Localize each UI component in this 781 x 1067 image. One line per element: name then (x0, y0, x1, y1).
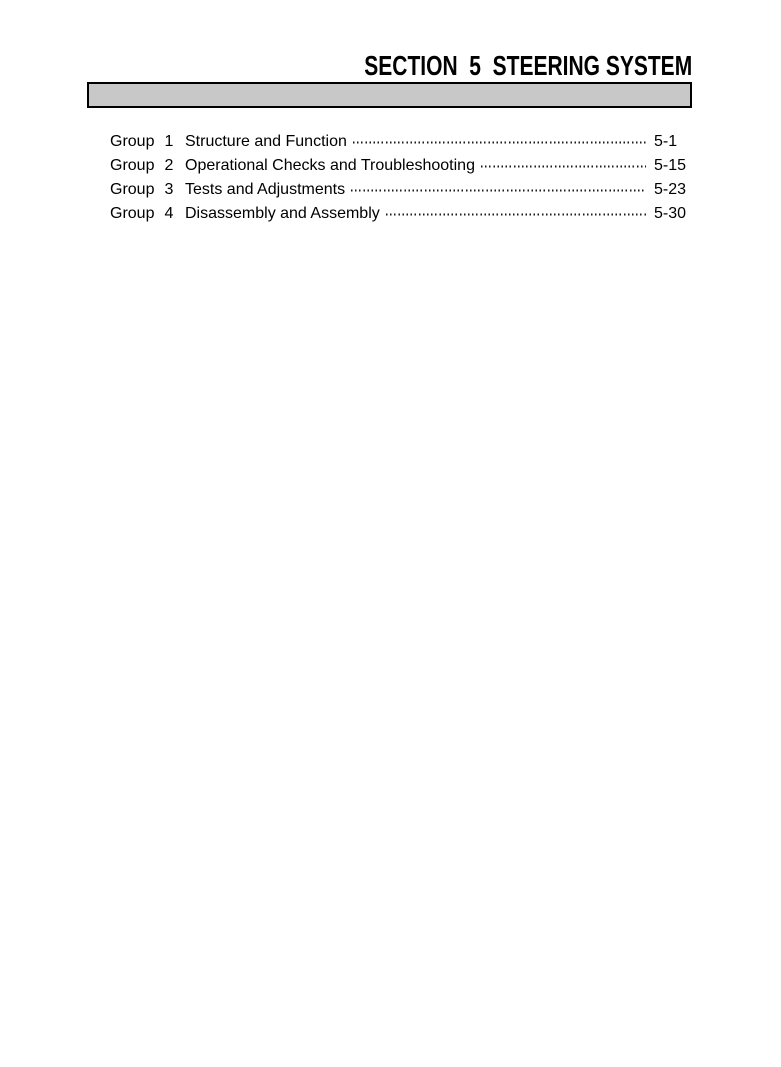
section-title: SECTION 5 STEERING SYSTEM (364, 50, 692, 81)
toc-entry-title: Operational Checks and Troubleshooting (185, 157, 475, 174)
dot-leader (353, 142, 646, 144)
toc-group-label: Group (110, 133, 155, 150)
toc-row (110, 202, 692, 226)
toc-row (110, 178, 692, 202)
dot-leader (351, 190, 646, 192)
toc-entry-title: Tests and Adjustments (185, 181, 346, 198)
toc-group-number: 1 (164, 133, 174, 150)
toc-page-number: 5-1 (654, 133, 678, 150)
toc-group-label: Group (110, 157, 155, 174)
dot-leader (386, 214, 646, 216)
toc-group-label: Group (110, 181, 155, 198)
toc-entry-title: Structure and Function (185, 133, 347, 150)
toc-group-number: 3 (164, 181, 174, 198)
toc-group-label: Group (110, 205, 155, 222)
toc-page-number: 5-30 (654, 205, 687, 222)
dot-leader (481, 166, 646, 168)
section-header-bar (87, 82, 692, 108)
toc-page-number: 5-15 (654, 157, 687, 174)
toc-entry-title: Disassembly and Assembly (185, 205, 380, 222)
toc-row (110, 130, 692, 154)
toc-row (110, 154, 692, 178)
toc-page-number: 5-23 (654, 181, 687, 198)
toc-group-number: 4 (164, 205, 174, 222)
toc-group-number: 2 (164, 157, 174, 174)
table-of-contents (110, 130, 692, 226)
